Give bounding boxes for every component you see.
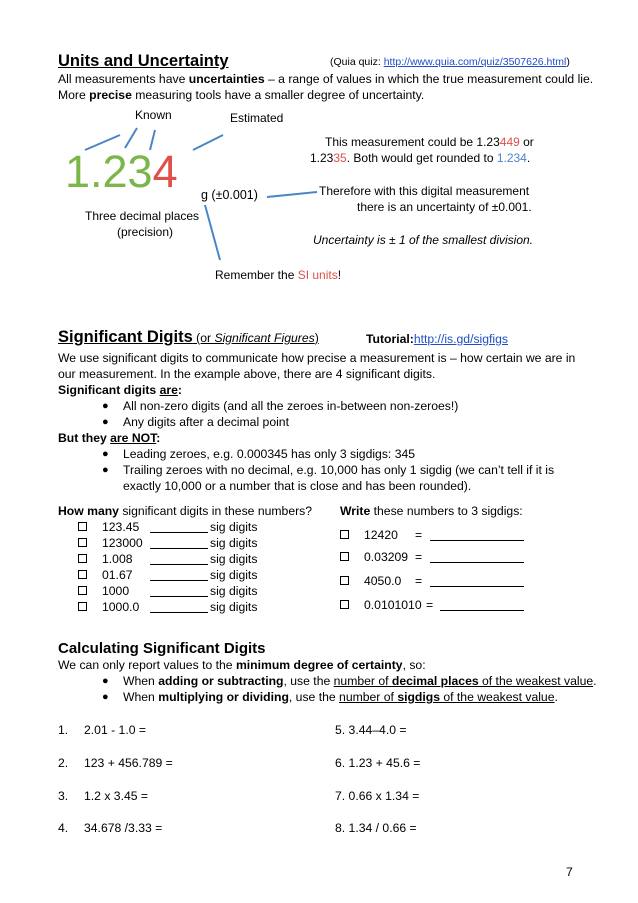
how-many-row [78,552,258,566]
text-segment: . [593,674,597,688]
text-segment: This measurement could be 1.23 [325,135,500,149]
answer-blank[interactable] [150,554,208,565]
text-underline: of the weakest value [478,674,594,688]
problem-left [58,789,149,803]
calc-intro [58,658,426,672]
problem-right: 7. 0.66 x 1.34 = [335,789,420,803]
text-underline: are [159,383,178,397]
checkbox[interactable] [340,576,349,585]
are-item-1: All non-zero digits (and all the zeroes in-between non-zeroes!) [123,399,459,413]
text-segment: ! [337,268,342,282]
checkbox[interactable] [78,570,87,579]
answer-blank[interactable] [150,570,208,581]
checkbox[interactable] [340,530,349,539]
answer-blank[interactable] [440,600,524,611]
calc-rule-1 [123,674,597,688]
page-number: 7 [566,865,573,879]
text-segment: All measurements have [58,72,189,86]
problem-number: 1. [58,723,69,737]
units-title: Units and Uncertainty [58,52,229,70]
quiz-link[interactable]: http://www.quia.com/quiz/3507626.html [383,56,567,68]
text-blue: 1.234 [496,151,527,165]
checkbox[interactable] [340,552,349,561]
equals-sign: = [426,598,434,612]
text-bold: Write [340,504,371,518]
problem-expression: 34.678 /3.33 = [84,821,163,835]
are-item-2: Any digits after a decimal point [123,415,289,429]
bullet-icon: ● [102,691,109,703]
text-segment: . [554,690,558,704]
equals-sign: = [415,528,423,542]
calc-title: Calculating Significant Digits [58,640,266,657]
write-row [340,550,423,564]
text-segment: : [177,383,182,397]
text-segment: , use the [288,690,340,704]
number-known-digits: 1.23 [65,146,153,197]
answer-blank[interactable] [430,530,524,541]
bullet-icon: ● [102,675,109,687]
text-bold: How many [58,504,119,518]
are-label [58,383,182,397]
problem-right: 5. 3.44–4.0 = [335,723,407,737]
text-underline: number of [339,690,398,704]
sigdig-subtitle [193,331,319,345]
write-row [340,574,423,588]
tutorial-label: Tutorial: [366,332,414,346]
digital-arrow [267,192,317,197]
uncertainty-figure [55,100,575,300]
text-red: 449 [499,135,520,149]
checkbox[interactable] [78,554,87,563]
checkbox[interactable] [78,538,87,547]
text-segment: , so: [402,658,426,672]
text-segment: When [123,674,159,688]
text-segment: . [526,151,531,165]
number-estimated-digit: 4 [152,146,178,197]
known-label: Known [135,108,172,122]
note-line-1 [325,135,534,149]
answer-blank[interactable] [430,576,524,587]
bullet-icon: ● [102,448,109,460]
problem-right: 6. 1.23 + 45.6 = [335,756,421,770]
text-segment: – a range of values in which the true measurement could lie. [264,72,594,86]
write-value: 12420 [364,528,398,542]
text-segment: significant digits in these numbers? [118,504,313,518]
bullet-icon: ● [102,464,109,476]
answer-blank[interactable] [150,602,208,613]
how-many-value: 1000 [102,584,130,598]
problem-expression: 1.2 x 3.45 = [84,789,149,803]
not-item-2a: Trailing zeroes with no decimal, e.g. 10,000 has only 1 sigdig (we can’t tell if it is [123,463,555,477]
quiz-suffix: ) [566,56,570,68]
text-segment: . Both would get rounded to [346,151,497,165]
problem-number: 2. [58,756,69,770]
checkbox[interactable] [78,586,87,595]
known-arrow-2 [125,128,137,148]
how-many-row [78,600,258,614]
note-line-2 [310,151,530,165]
answer-blank[interactable] [150,522,208,533]
calc-rule-2 [123,690,558,704]
text-underline: of the weakest value [439,690,555,704]
how-many-row [78,568,258,582]
text-bold: uncertainties [188,72,265,86]
write-row [340,528,423,542]
write-value: 4050.0 [364,574,402,588]
sig-label: sig digits [210,600,258,614]
how-many-value: 1.008 [102,552,133,566]
text-segment: measuring tools have a smaller degree of uncertainty. [131,88,425,102]
note-line-5: Uncertainty is ± 1 of the smallest division. [313,233,534,247]
write-value: 0.0101010 [364,598,422,612]
text-segment: We can only report values to the [58,658,236,672]
problem-expression: 2.01 - 1.0 = [84,723,146,737]
note-line-6 [215,268,341,282]
checkbox[interactable] [78,602,87,611]
unit-label: g (±0.001) [201,188,258,202]
equals-sign: = [415,574,423,588]
note-line-3: Therefore with this digital measurement [319,184,530,198]
text-segment: or [519,135,534,149]
note-line-4: there is an uncertainty of ±0.001. [357,200,532,214]
how-many-row [78,536,258,550]
sig-label: sig digits [210,520,258,534]
how-many-prompt [58,504,312,518]
how-many-value: 123.45 [102,520,140,534]
text-underline: are NOT [110,431,157,445]
how-many-row [78,584,258,598]
not-label [58,431,160,445]
problem-number: 3. [58,789,69,803]
sig-label: sig digits [210,536,258,550]
text-bold: multiplying or dividing [158,690,289,704]
text-segment: 1.23 [310,151,334,165]
sig-label: sig digits [210,584,258,598]
sig-label: sig digits [210,552,258,566]
text-segment: Significant digits [58,383,160,397]
units-line-1 [58,72,593,86]
text-bold: minimum degree of certainty [235,658,403,672]
text-segment: ) [314,331,319,345]
problem-right: 8. 1.34 / 0.66 = [335,821,417,835]
sigdig-title: Significant Digits [58,328,193,346]
not-item-1: Leading zeroes, e.g. 0.000345 has only 3 sigdigs: 345 [123,447,416,461]
text-bold-underline: decimal places [391,674,479,688]
text-bold: precise [89,88,132,102]
answer-blank[interactable] [150,586,208,597]
sigdig-para-2: our measurement. In the example above, there are 4 significant digits. [58,367,436,381]
tutorial-reference [366,332,508,346]
how-many-value: 123000 [102,536,143,550]
problem-left [58,756,173,770]
decimal-places-label: Three decimal places [85,209,200,223]
text-bold-underline: sigdigs [397,690,440,704]
how-many-value: 01.67 [102,568,133,582]
text-segment: When [123,690,159,704]
estimated-arrow [193,135,223,150]
problem-number: 4. [58,821,69,835]
text-segment: More [58,88,90,102]
bullet-icon: ● [102,416,109,428]
how-many-row [78,520,258,534]
how-many-value: 1000.0 [102,600,140,614]
example-number [65,146,178,198]
problem-expression: 123 + 456.789 = [84,756,173,770]
answer-blank[interactable] [150,538,208,549]
text-segment: Remember the [215,268,298,282]
text-red: 35 [333,151,347,165]
write-prompt [340,504,523,518]
problem-left [58,723,146,737]
sig-label: sig digits [210,568,258,582]
equals-sign: = [415,550,423,564]
text-italic: Significant Figures [214,331,315,345]
checkbox[interactable] [78,522,87,531]
quiz-prefix: (Quia quiz: [330,56,384,68]
answer-blank[interactable] [430,552,524,563]
text-underline: number of [333,674,392,688]
text-segment: , use the [283,674,334,688]
bullet-icon: ● [102,400,109,412]
precision-label: (precision) [117,225,174,239]
write-row [340,598,434,612]
text-segment: But they [58,431,111,445]
estimated-label: Estimated [230,111,284,125]
problem-left [58,821,163,835]
write-value: 0.03209 [364,550,409,564]
text-segment: (or [192,331,215,345]
si-units-arrow [205,205,220,260]
tutorial-link[interactable]: http://is.gd/sigfigs [413,332,509,346]
text-segment: : [156,431,161,445]
text-red: SI units [297,268,338,282]
text-bold: adding or subtracting [158,674,284,688]
not-item-2b: exactly 10,000 or a number that is close and has been rounded). [123,479,472,493]
checkbox[interactable] [340,600,349,609]
sigdig-para-1: We use significant digits to communicate how precise a measurement is – how certain we are in [58,351,576,365]
quiz-reference [330,56,570,68]
sigdig-heading [58,328,319,347]
text-segment: these numbers to 3 sigdigs: [370,504,523,518]
